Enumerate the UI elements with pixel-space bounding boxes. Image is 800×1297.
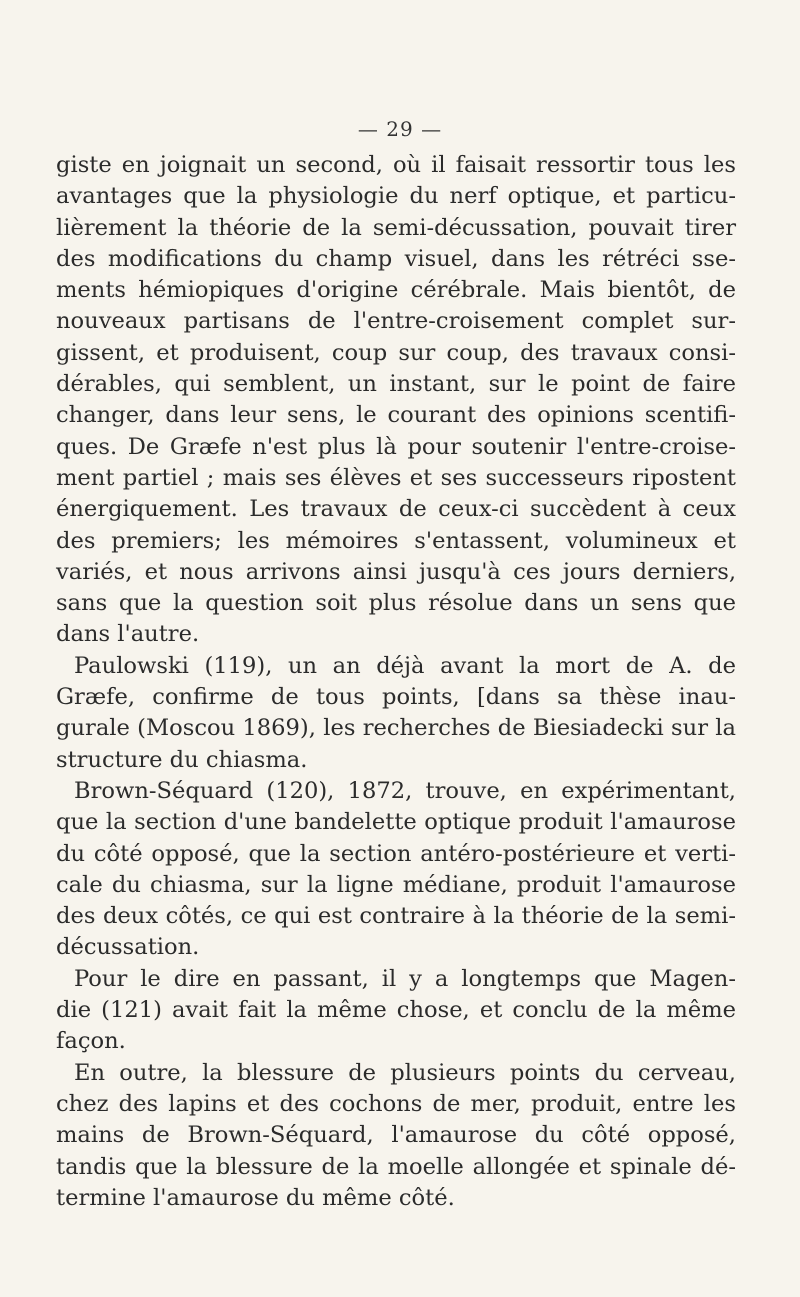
- text-line: changer, dans leur sens, le courant des opinions scentifi-: [56, 402, 736, 429]
- text-line: En outre, la blessure de plusieurs points du cerveau,: [74, 1059, 736, 1086]
- text-line: gissent, et produisent, coup sur coup, des travaux consi-: [56, 339, 736, 366]
- text-line: die (121) avait fait la même chose, et conclu de la même: [56, 997, 736, 1024]
- text-line: que la section d'une bandelette optique produit l'amaurose: [56, 809, 736, 836]
- text-line: structure du chiasma.: [56, 746, 308, 773]
- text-line: gurale (Moscou 1869), les recherches de Biesiadecki sur la: [56, 715, 736, 742]
- text-line: du côté opposé, que la section antéro-postérieure et verti-: [56, 840, 736, 867]
- text-line: des premiers; les mémoires s'entassent, volumineux et: [56, 527, 736, 554]
- body-text: [56, 150, 736, 1214]
- text-line: termine l'amaurose du même côté.: [56, 1184, 455, 1211]
- text-line: des deux côtés, ce qui est contraire à la théorie de la semi-: [56, 903, 736, 930]
- text-line: dans l'autre.: [56, 621, 200, 648]
- text-line: sans que la question soit plus résolue dans un sens que: [56, 590, 736, 617]
- text-line: avantages que la physiologie du nerf optique, et particu-: [56, 183, 736, 210]
- page-number: — 29 —: [357, 117, 443, 141]
- text-line: ment partiel ; mais ses élèves et ses successeurs ripostent: [56, 464, 736, 491]
- text-line: nouveaux partisans de l'entre-croisement complet sur-: [56, 308, 736, 335]
- text-line: ments hémiopiques d'origine cérébrale. Mais bientôt, de: [56, 277, 736, 304]
- text-line: giste en joignait un second, où il faisait ressortir tous les: [56, 152, 736, 178]
- text-line: chez des lapins et des cochons de mer, produit, entre les: [56, 1090, 736, 1117]
- text-line: Paulowski (119), un an déjà avant la mort de A. de: [74, 652, 736, 679]
- text-line: énergiquement. Les travaux de ceux-ci succèdent à ceux: [56, 496, 736, 523]
- text-line: des modifications du champ visuel, dans les rétréci sse-: [56, 245, 736, 272]
- text-line: Pour le dire en passant, il y a longtemps que Magen-: [74, 965, 736, 992]
- text-line: lièrement la théorie de la semi-décussation, pouvait tirer: [56, 214, 736, 241]
- text-line: Græfe, confirme de tous points, [dans sa thèse inau-: [56, 684, 736, 711]
- text-line: dérables, qui semblent, un instant, sur le point de faire: [56, 371, 736, 398]
- text-line: décussation.: [56, 934, 200, 961]
- text-line: cale du chiasma, sur la ligne médiane, produit l'amaurose: [56, 871, 736, 898]
- text-line: variés, et nous arrivons ainsi jusqu'à ces jours derniers,: [56, 558, 736, 585]
- text-line: mains de Brown-Séquard, l'amaurose du côté opposé,: [56, 1122, 736, 1149]
- text-line: façon.: [56, 1028, 126, 1055]
- text-line: Brown-Séquard (120), 1872, trouve, en expérimentant,: [74, 777, 736, 804]
- text-line: ques. De Græfe n'est plus là pour soutenir l'entre-croise-: [56, 433, 736, 460]
- text-line: tandis que la blessure de la moelle allongée et spinale dé-: [56, 1153, 736, 1180]
